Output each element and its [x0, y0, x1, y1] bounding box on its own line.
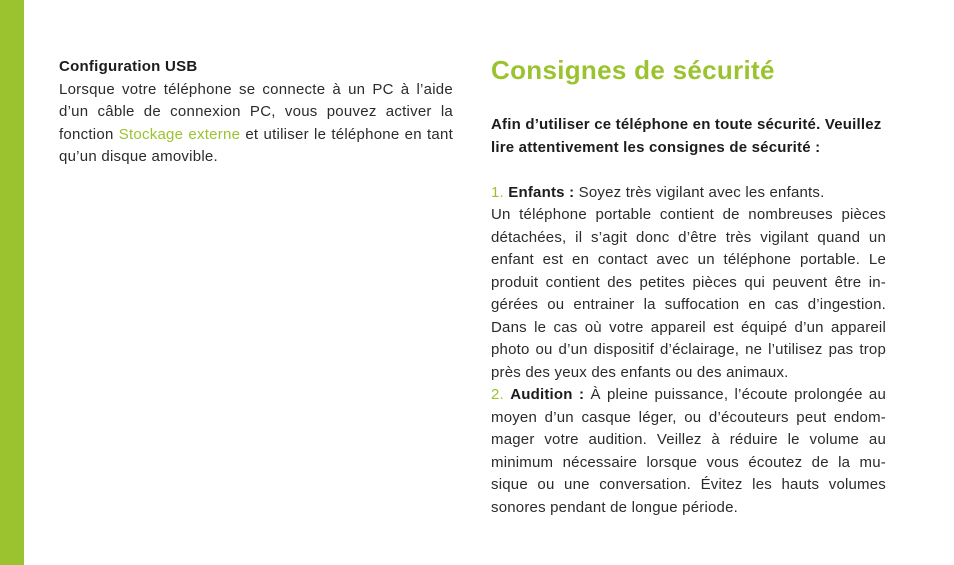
item-lead: Audition : — [510, 386, 585, 403]
item-lead: Enfants : — [508, 183, 575, 201]
item-first-line: À pleine puissance, l’écoute prolongée au moyen d’un casque léger, ou d’écouteurs peut endom-mager votre audition. Veillez à réduire le volume au minimum nécessaire lorsque vous écoutez de la mu-sique ou une conversation. Évitez les hauts volumes sonores pendant de longue période. — [491, 386, 887, 516]
external-storage-highlight: Stockage externe — [118, 125, 241, 143]
safety-title: Consignes de sécurité — [491, 55, 775, 85]
accent-sidebar-bar — [0, 0, 24, 565]
right-column — [491, 52, 886, 519]
item-number: 1. — [491, 183, 504, 201]
safety-item-children-body: Un téléphone portable contient de nombreuses pièces détachées, il s’agit donc d’être très vigilant quand un enfant est en contact avec un téléphone portable. Le produit contient des petites pièces qui peuvent être in-gérées ou entrainer la suffocation en cas d’ingestion. Dans le cas où votre appareil est équipé d’un appareil photo ou d’un dispositif d’éclairage, ne l’utilisez pas trop près des yeux des enfants ou des animaux. — [491, 206, 886, 381]
usb-config-text-start: Lorsque votre téléphone se connecte à un PC à l’aide d’un câble de connexion PC, vous pouvez activer la fonction — [59, 80, 453, 143]
safety-item-hearing — [491, 384, 886, 519]
safety-item-children — [491, 182, 886, 205]
item-first-line: Soyez très vigilant avec les enfants. — [574, 183, 825, 201]
safety-intro: Afin d’utiliser ce téléphone en toute sécurité. Veuillez lire attentivement les consignes de sécurité : — [491, 116, 882, 156]
usb-config-text-end: et utiliser le téléphone en tant qu’un disque amovible. — [59, 125, 453, 165]
usb-config-heading: Configuration USB — [59, 58, 198, 75]
usb-config-paragraph — [59, 79, 453, 169]
left-column — [59, 56, 453, 169]
item-number: 2. — [491, 386, 504, 403]
